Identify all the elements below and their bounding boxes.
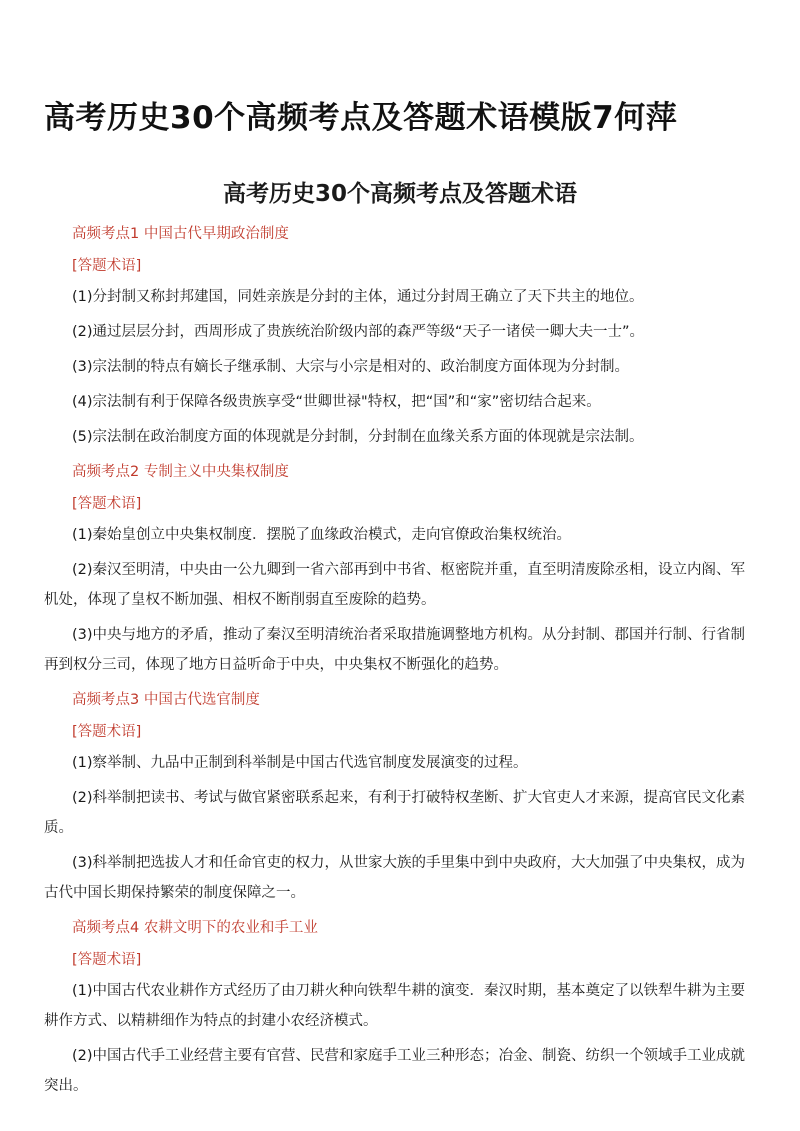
answer-item: (3)宗法制的特点有嫡长子继承制、大宗与小宗是相对的、政治制度方面体现为分封制。 [72, 359, 630, 375]
answer-item: (2)科举制把读书、考试与做官紧密联系起来，有利于打破特权垄断、扩大官吏人才来源，提高官民文化素质。 [44, 790, 746, 836]
answer-list [44, 520, 756, 680]
section-heading: 高频考点1 中国古代早期政治制度 [72, 226, 289, 242]
section-block [44, 218, 756, 452]
section-block [44, 684, 756, 908]
answer-item: (1)分封制又称封邦建国，同姓亲族是分封的主体，通过分封周王确立了天下共主的地位。 [72, 289, 644, 305]
answer-list [44, 748, 756, 908]
answer-item: (2)秦汉至明清，中央由一公九卿到一省六部再到中书省、枢密院并重，直至明清废除丞相，设立内阁、军机处，体现了皇权不断加强、相权不断削弱直至废除的趋势。 [44, 562, 746, 608]
answer-terms-label: [答题术语] [72, 952, 142, 968]
answer-item: (2)通过层层分封，西周形成了贵族统治阶级内部的森严等级“天子一诸侯一卿大夫一士”。 [72, 324, 645, 340]
document-subtitle: 高考历史30个高频考点及答题术语 [222, 181, 577, 207]
section-heading: 高频考点2 专制主义中央集权制度 [72, 464, 289, 480]
answer-terms-label: [答题术语] [72, 258, 142, 274]
answer-item: (1)中国古代农业耕作方式经历了由刀耕火种向铁犁牛耕的演变．秦汉时期，基本奠定了以铁犁牛耕为主要耕作方式、以精耕细作为特点的封建小农经济模式。 [44, 983, 746, 1029]
answer-item: (1)秦始皇创立中央集权制度．摆脱了血缘政治模式，走向官僚政治集权统治。 [72, 527, 572, 543]
answer-list [44, 282, 756, 452]
answer-item: (1)察举制、九品中正制到科举制是中国古代选官制度发展演变的过程。 [72, 755, 528, 771]
answer-item: (2)中国古代手工业经营主要有官营、民营和家庭手工业三种形态；冶金、制瓷、纺织一个领域手工业成就突出。 [44, 1048, 746, 1094]
answer-terms-label: [答题术语] [72, 724, 142, 740]
answer-item: (3)中央与地方的矛盾，推动了秦汉至明清统治者采取措施调整地方机构。从分封制、郡国并行制、行省制再到权分三司，体现了地方日益听命于中央，中央集权不断强化的趋势。 [44, 627, 746, 673]
document-title: 高考历史30个高频考点及答题术语模版7何萍 [44, 100, 678, 136]
answer-item: (4)宗法制有利于保障各级贵族享受“世卿世禄"特权，把“国”和“家”密切结合起来。 [72, 394, 601, 410]
section-block [44, 456, 756, 680]
sections-container [44, 218, 756, 1101]
section-heading: 高频考点4 农耕文明下的农业和手工业 [72, 920, 318, 936]
section-heading: 高频考点3 中国古代选官制度 [72, 692, 260, 708]
section-block [44, 912, 756, 1101]
answer-item: (3)科举制把选拔人才和任命官吏的权力，从世家大族的手里集中到中央政府，大大加强了中央集权，成为古代中国长期保持繁荣的制度保障之一。 [44, 855, 746, 901]
answer-list [44, 976, 756, 1101]
answer-terms-label: [答题术语] [72, 496, 142, 512]
answer-item: (5)宗法制在政治制度方面的体现就是分封制，分封制在血缘关系方面的体现就是宗法制。 [72, 429, 644, 445]
